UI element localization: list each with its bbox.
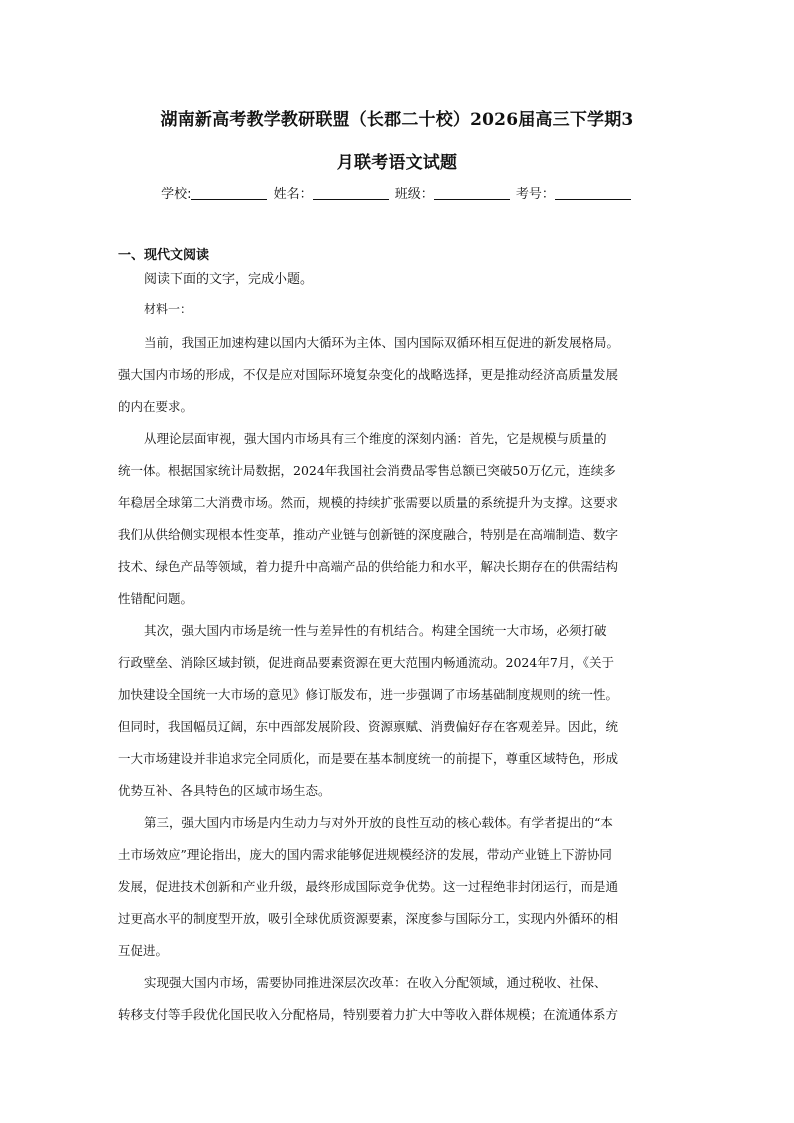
paragraph-line: 当前，我国正加速构建以国内大循环为主体、国内国际双循环相互促进的新发展格局。	[144, 335, 620, 350]
name-blank	[313, 187, 389, 200]
paragraph-line: 加快建设全国统一大市场的意见》修订版发布，进一步强调了市场基础制度规则的统一性。	[118, 687, 619, 702]
paragraph-line: 第三，强大国内市场是内生动力与对外开放的良性互动的核心载体。有学者提出的“本	[144, 815, 613, 830]
school-blank	[191, 187, 267, 200]
paragraph-line: 我们从供给侧实现根本性变革，推动产业链与创新链的深度融合，特别是在高端制造、数字	[118, 527, 619, 542]
school-label: 学校:	[161, 187, 192, 202]
paragraph-line: 土市场效应”理论指出，庞大的国内需求能够促进规模经济的发展，带动产业链上下游协同	[118, 847, 612, 862]
exam-title-line-1: 湖南新高考教学教研联盟（长郡二十校）2026届高三下学期3	[160, 110, 634, 130]
name-label: 姓名：	[273, 187, 313, 202]
material-label: 材料一：	[144, 302, 193, 316]
paragraph-line: 但同时，我国幅员辽阔，东中西部发展阶段、资源禀赋、消费偏好存在客观差异。因此，统	[118, 719, 619, 734]
paragraph-line: 优势互补、各具特色的区域市场生态。	[118, 783, 331, 798]
paragraph-line: 从理论层面审视，强大国内市场具有三个维度的深刻内涵：首先，它是规模与质量的	[144, 431, 607, 446]
student-info-row	[0, 183, 794, 202]
paragraph-line: 统一体。根据国家统计局数据，2024年我国社会消费品零售总额已突破50万亿元，连续多	[118, 463, 616, 478]
paragraph-line: 行政壁垒、消除区域封锁，促进商品要素资源在更大范围内畅通流动。2024年7月，《关于	[118, 655, 615, 670]
number-label: 考号：	[515, 187, 555, 202]
paragraph-line: 转移支付等手段优化国民收入分配格局，特别要着力扩大中等收入群体规模；在流通体系方	[118, 1007, 619, 1022]
paragraph-line: 的内在要求。	[118, 399, 194, 414]
section-heading: 一、现代文阅读	[118, 248, 210, 263]
paragraph-line: 发展，促进技术创新和产业升级，最终形成国际竞争优势。这一过程绝非封闭运行，而是通	[118, 879, 619, 894]
paragraph-line: 性错配问题。	[118, 591, 194, 606]
exam-title-line-2: 月联考语文试题	[336, 153, 458, 173]
number-blank	[555, 187, 631, 200]
paragraph-line: 实现强大国内市场，需要协同推进深层次改革：在收入分配领域，通过税收、社保、	[144, 975, 607, 990]
paragraph-line: 互促进。	[118, 943, 169, 958]
class-blank	[434, 187, 510, 200]
paragraph-line: 其次，强大国内市场是统一性与差异性的有机结合。构建全国统一大市场，必须打破	[144, 623, 607, 638]
paragraph-line: 强大国内市场的形成，不仅是应对国际环境复杂变化的战略选择，更是推动经济高质量发展	[118, 367, 619, 382]
paragraph-line: 技术、绿色产品等领域，着力提升中高端产品的供给能力和水平，解决长期存在的供需结构	[118, 559, 619, 574]
paragraph-line: 过更高水平的制度型开放，吸引全球优质资源要素，深度参与国际分工，实现内外循环的相	[118, 911, 619, 926]
paragraph-line: 一大市场建设并非追求完全同质化，而是要在基本制度统一的前提下，尊重区域特色，形成	[118, 751, 619, 766]
instruction-text: 阅读下面的文字，完成小题。	[144, 272, 314, 287]
class-label: 班级：	[394, 187, 434, 202]
paragraph-line: 年稳居全球第二大消费市场。然而，规模的持续扩张需要以质量的系统提升为支撑。这要求	[118, 495, 619, 510]
